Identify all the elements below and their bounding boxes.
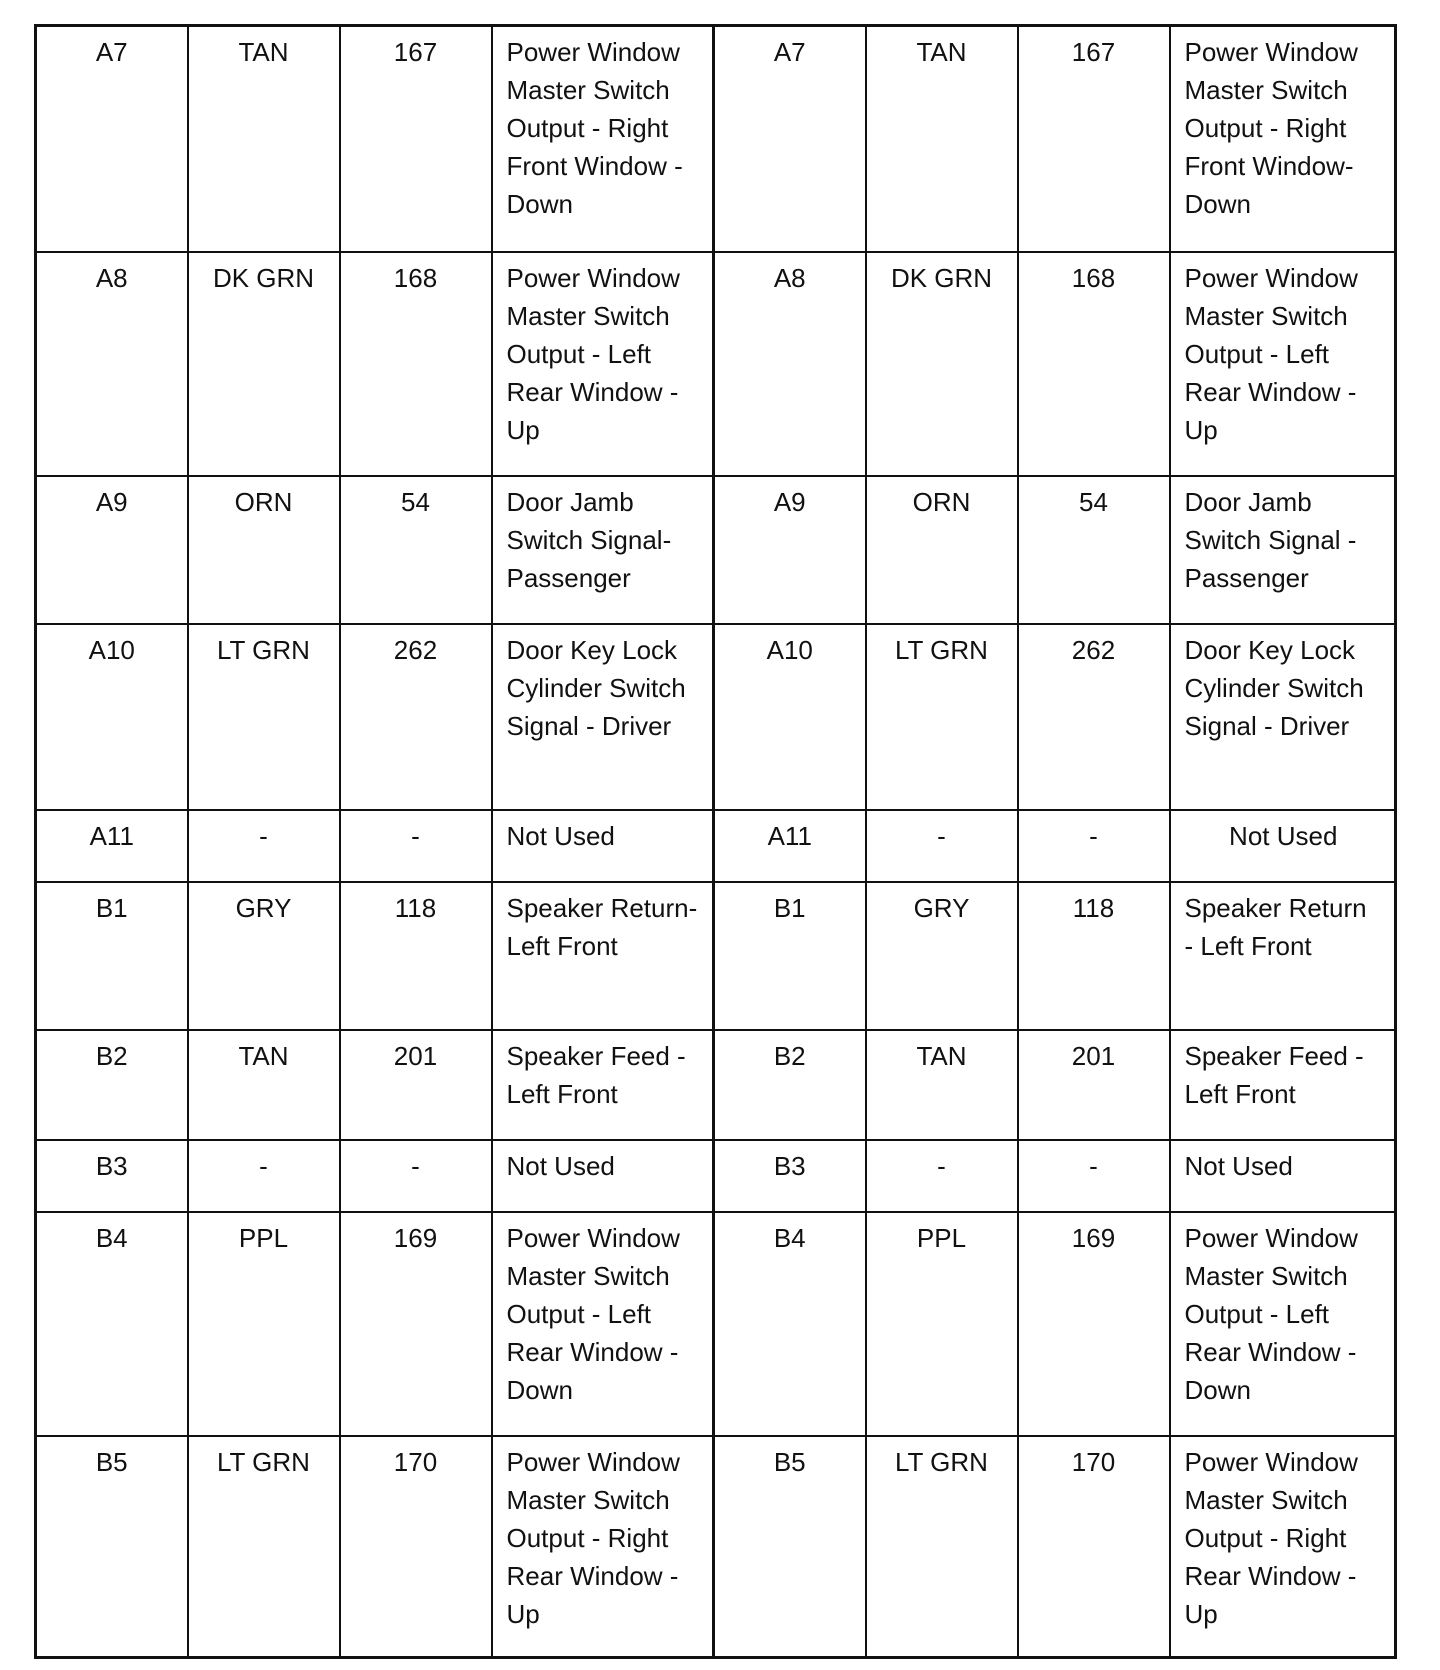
table-row	[36, 810, 1396, 882]
circuit-cell: 169	[1018, 1212, 1170, 1436]
circuit-cell: 262	[340, 624, 492, 810]
function-cell: Power Window Master Switch Output - Left Rear Window - Up	[492, 252, 714, 476]
function-cell: Power Window Master Switch Output - Right Rear Window - Up	[492, 1436, 714, 1658]
wire-color-cell: ORN	[188, 476, 340, 624]
wire-color-cell: LT GRN	[866, 624, 1018, 810]
wire-color-cell: LT GRN	[188, 624, 340, 810]
circuit-cell: -	[1018, 1140, 1170, 1212]
function-cell: Door Jamb Switch Signal- Passenger	[492, 476, 714, 624]
cavity-cell: A8	[36, 252, 188, 476]
function-cell: Speaker Feed - Left Front	[1170, 1030, 1396, 1140]
pinout-table-body	[36, 26, 1396, 1658]
cavity-cell: A8	[714, 252, 866, 476]
cavity-cell: A9	[714, 476, 866, 624]
wire-color-cell: GRY	[866, 882, 1018, 1030]
circuit-cell: 118	[340, 882, 492, 1030]
cavity-cell: B5	[714, 1436, 866, 1658]
wire-color-cell: DK GRN	[188, 252, 340, 476]
function-cell: Door Key Lock Cylinder Switch Signal - Driver	[1170, 624, 1396, 810]
function-cell: Not Used	[492, 810, 714, 882]
wire-color-cell: -	[866, 1140, 1018, 1212]
table-row	[36, 624, 1396, 810]
wire-color-cell: PPL	[866, 1212, 1018, 1436]
circuit-cell: 54	[340, 476, 492, 624]
circuit-cell: 167	[1018, 26, 1170, 252]
circuit-cell: 118	[1018, 882, 1170, 1030]
circuit-cell: 168	[1018, 252, 1170, 476]
function-cell: Not Used	[1170, 810, 1396, 882]
cavity-cell: A11	[714, 810, 866, 882]
circuit-cell: -	[340, 810, 492, 882]
wire-color-cell: TAN	[866, 26, 1018, 252]
function-cell: Speaker Return - Left Front	[1170, 882, 1396, 1030]
cavity-cell: B1	[36, 882, 188, 1030]
table-row	[36, 476, 1396, 624]
circuit-cell: 168	[340, 252, 492, 476]
circuit-cell: -	[340, 1140, 492, 1212]
table-row	[36, 26, 1396, 252]
function-cell: Door Jamb Switch Signal - Passenger	[1170, 476, 1396, 624]
circuit-cell: 170	[340, 1436, 492, 1658]
table-row	[36, 1212, 1396, 1436]
wire-color-cell: -	[188, 810, 340, 882]
cavity-cell: A9	[36, 476, 188, 624]
table-row	[36, 252, 1396, 476]
cavity-cell: B1	[714, 882, 866, 1030]
function-cell: Power Window Master Switch Output - Left Rear Window - Down	[1170, 1212, 1396, 1436]
wire-color-cell: PPL	[188, 1212, 340, 1436]
connector-pinout-table	[34, 24, 1397, 1659]
circuit-cell: 170	[1018, 1436, 1170, 1658]
function-cell: Power Window Master Switch Output - Right Rear Window - Up	[1170, 1436, 1396, 1658]
circuit-cell: 54	[1018, 476, 1170, 624]
wire-color-cell: TAN	[188, 26, 340, 252]
circuit-cell: 167	[340, 26, 492, 252]
wire-color-cell: -	[866, 810, 1018, 882]
wire-color-cell: TAN	[188, 1030, 340, 1140]
cavity-cell: A7	[36, 26, 188, 252]
wire-color-cell: TAN	[866, 1030, 1018, 1140]
cavity-cell: A10	[36, 624, 188, 810]
function-cell: Not Used	[492, 1140, 714, 1212]
wire-color-cell: LT GRN	[866, 1436, 1018, 1658]
circuit-cell: -	[1018, 810, 1170, 882]
wire-color-cell: LT GRN	[188, 1436, 340, 1658]
cavity-cell: B4	[714, 1212, 866, 1436]
circuit-cell: 262	[1018, 624, 1170, 810]
function-cell: Speaker Return- Left Front	[492, 882, 714, 1030]
function-cell: Power Window Master Switch Output - Right Front Window- Down	[1170, 26, 1396, 252]
table-row	[36, 1140, 1396, 1212]
function-cell: Power Window Master Switch Output - Left Rear Window - Up	[1170, 252, 1396, 476]
cavity-cell: B2	[714, 1030, 866, 1140]
cavity-cell: B3	[714, 1140, 866, 1212]
table-row	[36, 1030, 1396, 1140]
cavity-cell: B2	[36, 1030, 188, 1140]
cavity-cell: A10	[714, 624, 866, 810]
cavity-cell: B3	[36, 1140, 188, 1212]
wire-color-cell: ORN	[866, 476, 1018, 624]
table-row	[36, 1436, 1396, 1658]
function-cell: Speaker Feed - Left Front	[492, 1030, 714, 1140]
circuit-cell: 201	[1018, 1030, 1170, 1140]
cavity-cell: A7	[714, 26, 866, 252]
circuit-cell: 201	[340, 1030, 492, 1140]
function-cell: Power Window Master Switch Output - Right Front Window - Down	[492, 26, 714, 252]
cavity-cell: B4	[36, 1212, 188, 1436]
table-row	[36, 882, 1396, 1030]
circuit-cell: 169	[340, 1212, 492, 1436]
function-cell: Power Window Master Switch Output - Left Rear Window - Down	[492, 1212, 714, 1436]
function-cell: Not Used	[1170, 1140, 1396, 1212]
cavity-cell: A11	[36, 810, 188, 882]
function-cell: Door Key Lock Cylinder Switch Signal - Driver	[492, 624, 714, 810]
cavity-cell: B5	[36, 1436, 188, 1658]
wire-color-cell: DK GRN	[866, 252, 1018, 476]
wire-color-cell: -	[188, 1140, 340, 1212]
wire-color-cell: GRY	[188, 882, 340, 1030]
